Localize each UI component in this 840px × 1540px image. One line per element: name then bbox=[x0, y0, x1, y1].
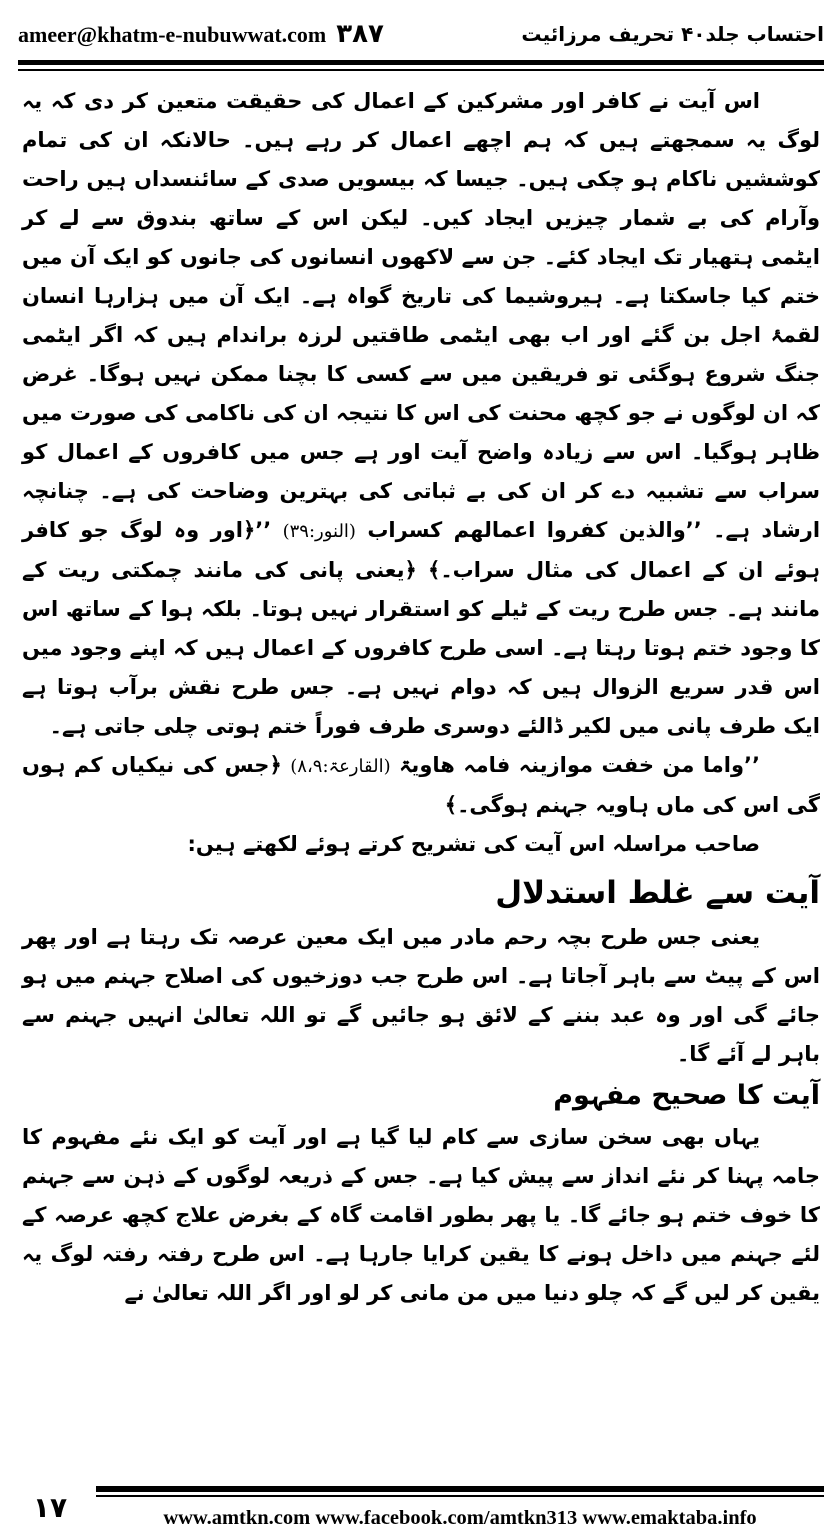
body-text bbox=[22, 82, 820, 1462]
quote-2-ref: (القارعۃ:۸،۹) bbox=[290, 756, 391, 777]
footer-page-number: ۱۷ bbox=[32, 1491, 68, 1524]
header-page-number: ۳۸۷ bbox=[336, 19, 384, 49]
paragraph-1-text: اس آیت نے کافر اور مشرکین کے اعمال کی حقیقت متعین کر دی کہ یہ لوگ یہ سمجھتے ہیں کہ ہم اچھے اعمال کر رہے ہیں۔ حالانکہ ان کی تمام کوششیں ناکام ہو چکی ہیں۔ جیسا کہ بیسویں صدی کے سائنسداں ہیں راحت وآرام کی بے شمار چیزیں ایجاد کیں۔ لیکن اس کے ساتھ بندوق سے لے کر ایٹمی ہتھیار تک ایجاد کئے۔ جن سے لاکھوں انسانوں کی جانوں کو ایک آن میں ختم کیا جاسکتا ہے۔ ہیروشیما کی تاریخ گواہ ہے۔ ایک آن میں ہزارہا انسان لقمۂ اجل بن گئے اور اب بھی ایٹمی طاقتیں لرزہ براندام ہیں کہ اگر ایٹمی جنگ شروع ہوگئی تو فریقین میں سے کسی کا بچنا ممکن نہیں ہوگا۔ غرض کہ ان لوگوں نے جو کچھ محنت کی اس کا نتیجہ ان کی ناکامی کی صورت میں ظاہر ہوگیا۔ اس سے زیادہ واضح آیت اور ہے جس میں کافروں کے اعمال کو سراب سے تشبیہ دے کر ان کی بے ثباتی کی بہترین وضاحت کی ہے۔ چنانچہ ارشاد ہے۔ bbox=[22, 89, 821, 542]
heading-wrong-inference: آیت سے غلط استدلال bbox=[495, 875, 820, 911]
quote-2-text: ’’واما من خفت موازینہ فامہ ھاویۃ bbox=[399, 753, 760, 777]
paragraph-author-note: صاحب مراسلہ اس آیت کی تشریح کرتے ہوئے لکھتے ہیں: bbox=[187, 832, 760, 856]
footer-rule-thin bbox=[96, 1495, 824, 1497]
header-title: احتساب جلد۴۰ تحریف مرزائیت bbox=[521, 22, 824, 46]
header-rule-thick bbox=[18, 60, 824, 65]
header-left bbox=[18, 19, 384, 49]
header-email[interactable]: ameer@khatm-e-nubuwwat.com bbox=[18, 22, 327, 47]
quote-1-translation: ’’﴿اور وہ لوگ جو کافر ہوئے ان کے اعمال کی مثال سراب۔﴾ bbox=[22, 518, 821, 582]
quote-2-translation: ﴿جس کی نیکیاں کم ہوں گی اس کی ماں ہاویہ جہنم ہوگی۔﴾ bbox=[22, 753, 820, 817]
footer-links[interactable]: www.amtkn.com www.facebook.com/amtkn313 www.emaktaba.info bbox=[163, 1507, 757, 1529]
paragraph-correct-meaning: یہاں بھی سخن سازی سے کام لیا گیا ہے اور آیت کو ایک نئے مفہوم کا جامہ پہنا کر نئے انداز سے پیش کیا ہے۔ جس کے ذریعہ لوگوں کے ذہن سے جہنم کا خوف ختم ہو جائے گا۔ یا پھر بطور اقامت گاہ کے بغرض علاج کچھ عرصہ کے لئے جہنم میں داخل ہونے کا یقین کرایا جارہا ہے۔ اس طرح رفتہ رفتہ لوگ یہ یقین کر لیں گے کہ چلو دنیا میں من مانی کر لو اور اگر اللہ تعالیٰ نے bbox=[22, 1125, 820, 1305]
header-rule-thin bbox=[18, 69, 824, 71]
heading-correct-meaning: آیت کا صحیح مفہوم bbox=[553, 1080, 820, 1111]
footer-rule-thick bbox=[96, 1486, 824, 1492]
paragraph-2-text: ﴿یعنی پانی کی مانند چمکتی ریت کے مانند ہے۔ جس طرح ریت کے ٹیلے کو استقرار نہیں ہوتا۔ بلکہ ہوا کے ساتھ اس کا وجود ختم ہوتا رہتا ہے۔ اسی طرح کافروں کے اعمال ہیں کہ اپنے وجود میں اس قدر سریع الزوال ہیں کہ دوام نہیں ہے۔ جس طرح نقش برآب ہوتا ہے ایک طرف پانی میں لکیر ڈالئے دوسری طرف فوراً ختم ہوتی چلی جاتی ہے۔ bbox=[22, 558, 820, 738]
paragraph-quote-2 bbox=[22, 746, 820, 825]
paragraph-1 bbox=[22, 82, 820, 746]
quote-1-ref: (النور:۳۹) bbox=[282, 521, 356, 542]
page-header bbox=[18, 14, 824, 54]
quote-1-text: ’’والذین کفروا اعمالھم کسراب bbox=[367, 518, 702, 542]
paragraph-inference: یعنی جس طرح بچہ رحم مادر میں ایک معین عرصہ تک رہتا ہے اور پھر اس کے پیٹ سے باہر آجاتا ہے۔ اس طرح جب دوزخیوں کی اصلاح جہنم میں ہو جائے گی اور وہ عبد بننے کے لائق ہو جائیں گے تو اللہ تعالیٰ انہیں جہنم سے باہر لے آئے گا۔ bbox=[22, 925, 820, 1066]
